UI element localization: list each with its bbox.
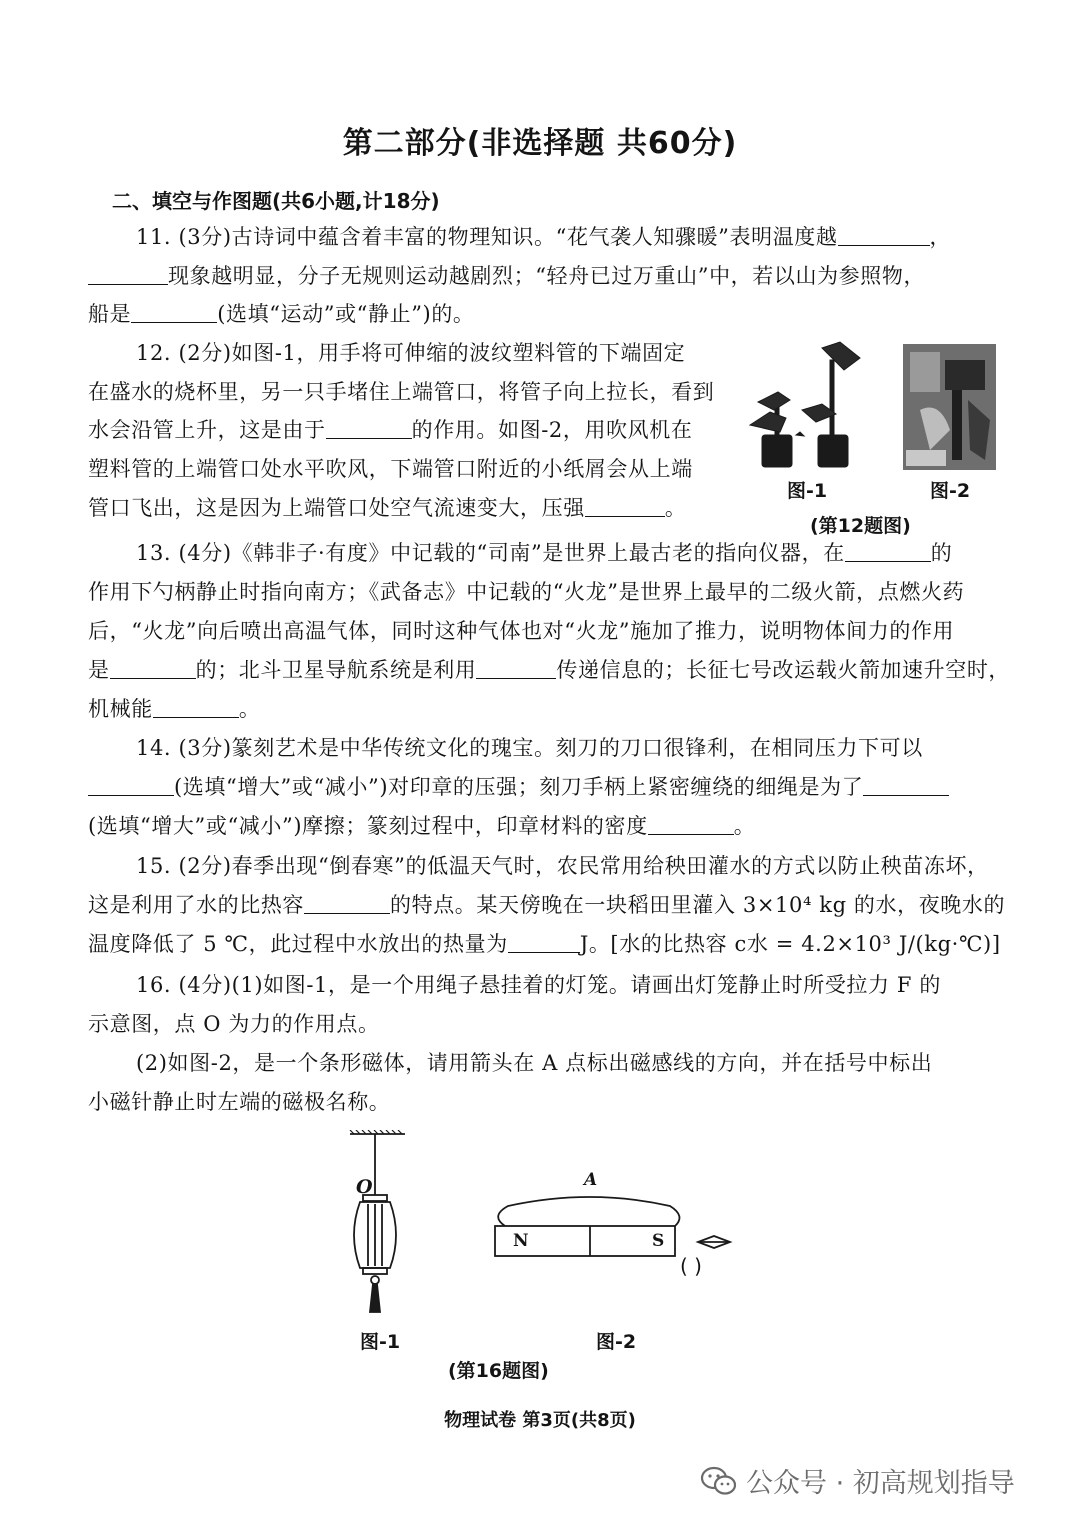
beaker-apparatus (750, 342, 860, 467)
q13-text: 是 (88, 658, 110, 682)
q15-text: 的特点。某天傍晚在一块稻田里灌入 3×10⁴ kg 的水，夜晚水的 (390, 893, 1006, 917)
q12-line-5 (88, 493, 686, 523)
watermark (700, 1461, 1015, 1500)
point-o-label: O (356, 1176, 373, 1198)
q14-line-3 (88, 811, 755, 841)
wechat-icon (700, 1465, 738, 1497)
q13-line-5 (88, 694, 260, 724)
answer-blank[interactable] (110, 656, 196, 679)
q14-text: 。 (733, 814, 756, 838)
q11-line-1 (136, 222, 951, 252)
q16-figure (330, 1130, 750, 1390)
q12-line-4: 塑料管的上端管口处水平吹风，下端管口附近的小纸屑会从上端 (88, 457, 693, 481)
q12-text: 。 (664, 496, 687, 520)
q15-text: 温度降低了 5 ℃，此过程中水放出的热量为 (88, 932, 508, 956)
photo-fig2 (903, 344, 996, 470)
q12-text: 管口飞出，这是因为上端管口处空气流速变大，压强 (88, 496, 585, 520)
q13-line-3: 后，“火龙”向后喷出高温气体，同时这种气体也对“火龙”施加了推力，说明物体间力的作用 (88, 619, 955, 643)
q14-text: (选填“增大”或“减小”)摩擦；篆刻过程中，印章材料的密度 (88, 814, 648, 838)
south-pole-label: S (652, 1231, 665, 1251)
answer-blank[interactable] (326, 416, 412, 439)
figure-caption: (第12题图) (810, 515, 911, 537)
answer-blank[interactable] (585, 494, 665, 517)
point-a-label: A (584, 1170, 598, 1190)
q15-line-3 (88, 929, 1001, 959)
answer-blank[interactable] (838, 223, 930, 246)
answer-blank[interactable] (648, 812, 734, 835)
north-pole-label: N (513, 1231, 529, 1251)
q11-text: 现象越明显，分子无规则运动越剧烈；“轻舟已过万重山”中，若以山为参照物， (168, 264, 926, 288)
part-title: 第二部分(非选择题 共60分) (342, 126, 738, 161)
page-footer: 物理试卷 第3页(共8页) (444, 1410, 636, 1431)
q13-text: 13. (4分)《韩非子·有度》中记载的“司南”是世界上最古老的指向仪器，在 (136, 541, 845, 565)
q11-text: ， (929, 225, 952, 249)
q13-line-2: 作用下勺柄静止时指向南方；《武备志》中记载的“火龙”是世界上最早的二级火箭，点燃火药 (88, 580, 965, 604)
fig1-label: 图-1 (787, 480, 828, 502)
q16-line-1: 16. (4分)(1)如图-1，是一个用绳子悬挂着的灯笼。请画出灯笼静止时所受拉力 F 的 (136, 973, 941, 997)
q11-text: 船是 (88, 302, 132, 326)
watermark-text: 公众号 · 初高规划指导 (746, 1468, 1015, 1499)
q13-line-1 (136, 538, 952, 568)
answer-blank[interactable] (845, 539, 931, 562)
answer-blank[interactable] (131, 300, 217, 323)
fig2-label: 图-2 (930, 480, 971, 502)
q15-line-2 (88, 890, 1005, 920)
q12-text: 水会沿管上升，这是由于 (88, 418, 326, 442)
fig2-label: 图-2 (596, 1331, 637, 1353)
q12-figure (740, 340, 1000, 540)
q12-illustration (740, 340, 1000, 490)
q13-text: 的 (930, 541, 953, 565)
q15-line-1: 15. (2分)春季出现“倒春寒”的低温天气时，农民常用给秧田灌水的方式以防止秧苗冻坏， (136, 854, 989, 878)
q13-text: 机械能 (88, 697, 153, 721)
q11-line-2 (88, 261, 925, 291)
q13-text: 。 (238, 697, 261, 721)
answer-blank[interactable] (304, 891, 390, 914)
q16-line-3: (2)如图-2，是一个条形磁体，请用箭头在 A 点标出磁感线的方向，并在括号中标出 (136, 1051, 933, 1075)
q12-text: 的作用。如图-2，用吹风机在 (411, 418, 693, 442)
figure-caption: (第16题图) (448, 1360, 549, 1382)
answer-blank[interactable] (88, 773, 174, 796)
q15-text: 这是利用了水的比热容 (88, 893, 304, 917)
bar-magnet (495, 1197, 730, 1256)
q12-line-1: 12. (2分)如图-1，用手将可伸缩的波纹塑料管的下端固定 (136, 341, 686, 365)
fig1-label: 图-1 (360, 1331, 401, 1353)
q16-line-4: 小磁针静止时左端的磁极名称。 (88, 1090, 391, 1114)
q16-line-2: 示意图，点 O 为力的作用点。 (88, 1012, 380, 1036)
answer-blank[interactable] (88, 262, 168, 285)
answer-parenthesis[interactable]: ( ) (680, 1254, 702, 1278)
q16-illustration (330, 1130, 750, 1330)
q11-text: (选填“运动”或“静止”)的。 (217, 302, 475, 326)
q15-text: J。[水的比热容 c水 = 4.2×10³ J/(kg·℃)] (579, 932, 1001, 956)
q13-text: 的；北斗卫星导航系统是利用 (195, 658, 477, 682)
answer-blank[interactable] (153, 695, 239, 718)
q11-text: 11. (3分)古诗词中蕴含着丰富的物理知识。“花气袭人知骤暖”表明温度越 (136, 225, 838, 249)
section-heading: 二、填空与作图题(共6小题,计18分) (112, 189, 440, 213)
q13-text: 传递信息的；长征七号改运载火箭加速升空时， (556, 658, 1011, 682)
q14-text: (选填“增大”或“减小”)对印章的压强；刻刀手柄上紧密缠绕的细绳是为了 (174, 775, 864, 799)
q12-line-2: 在盛水的烧杯里，另一只手堵住上端管口，将管子向上拉长，看到 (88, 380, 715, 404)
q14-line-2 (88, 772, 949, 802)
lantern (350, 1130, 405, 1312)
q14-line-1: 14. (3分)篆刻艺术是中华传统文化的瑰宝。刻刀的刀口很锋利，在相同压力下可以 (136, 736, 923, 760)
q11-line-3 (88, 299, 475, 329)
answer-blank[interactable] (508, 930, 580, 953)
answer-blank[interactable] (863, 773, 949, 796)
q13-line-4 (88, 655, 1010, 685)
q12-line-3 (88, 415, 692, 445)
answer-blank[interactable] (476, 656, 556, 679)
